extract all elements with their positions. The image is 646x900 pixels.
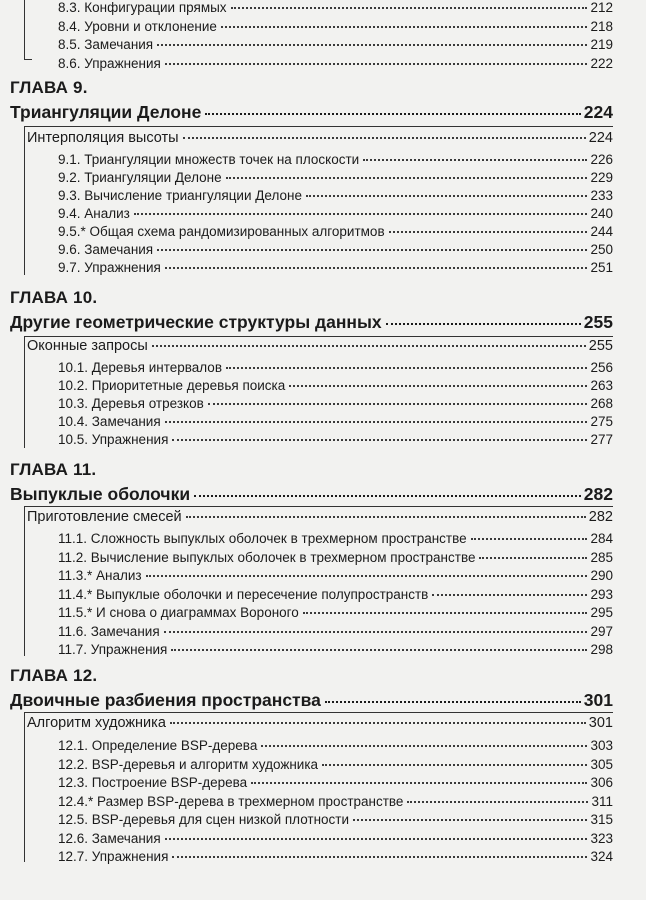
toc-entry-label: 9.7. Упражнения bbox=[58, 260, 161, 275]
chapter9-title-page: 224 bbox=[583, 102, 613, 122]
chapter10-intro-entry[interactable] bbox=[27, 337, 613, 356]
toc-entry-page: 244 bbox=[590, 224, 613, 239]
toc-entry-page: 290 bbox=[590, 568, 613, 583]
toc-entry-label: 11.3.* Анализ bbox=[58, 568, 142, 583]
leader-dots bbox=[165, 420, 588, 423]
toc-entry[interactable] bbox=[25, 205, 613, 223]
leader-dots bbox=[261, 744, 587, 747]
chapter12-title: Двоичные разбиения пространства bbox=[10, 690, 321, 710]
toc-entry[interactable] bbox=[25, 359, 613, 377]
leader-dots bbox=[306, 194, 587, 197]
leader-dots bbox=[157, 43, 587, 46]
leader-dots bbox=[479, 556, 587, 559]
toc-entry-page: 305 bbox=[590, 756, 613, 772]
toc-entry[interactable] bbox=[25, 36, 613, 54]
toc-entry-label: 8.5. Замечания bbox=[58, 37, 154, 52]
leader-dots bbox=[303, 611, 588, 614]
chapter12-title-page: 301 bbox=[583, 690, 613, 710]
toc-entry-page: 324 bbox=[590, 849, 613, 864]
chapter9-heading: ГЛАВА 9. bbox=[10, 78, 88, 97]
toc-entry-page: 293 bbox=[590, 586, 613, 602]
toc-entry-page: 218 bbox=[590, 18, 613, 34]
toc-entry[interactable] bbox=[25, 641, 613, 659]
toc-entry-label: 12.6. Замечания bbox=[58, 830, 161, 846]
toc-entry[interactable] bbox=[25, 756, 613, 774]
toc-entry-page: 222 bbox=[590, 55, 613, 71]
leader-dots bbox=[363, 158, 587, 161]
toc-entry[interactable] bbox=[25, 377, 613, 395]
toc-entry-label: 12.1. Определение BSP-дерева bbox=[58, 738, 258, 753]
chapter10-title: Другие геометрические структуры данных bbox=[10, 312, 382, 332]
leader-dots bbox=[231, 6, 588, 9]
toc-entry[interactable] bbox=[25, 549, 613, 567]
toc-entry-page: 297 bbox=[590, 623, 613, 639]
toc-entry-label: 11.4.* Выпуклые оболочки и пересечение полупространств bbox=[58, 586, 429, 602]
toc-entry-page: 233 bbox=[590, 188, 613, 203]
chapter12-intro-page: 301 bbox=[588, 715, 613, 731]
toc-entry-label: 12.3. Построение BSP-дерева bbox=[58, 775, 248, 790]
toc-entry-page: 268 bbox=[590, 396, 613, 411]
toc-entry-label: 10.3. Деревья отрезков bbox=[58, 396, 204, 411]
toc-entry-label: 11.7. Упражнения bbox=[58, 642, 168, 657]
toc-entry-label: 9.1. Триангуляции множеств точек на плоскости bbox=[58, 152, 360, 167]
chapter9-intro-label: Интерполяция высоты bbox=[27, 130, 179, 146]
leader-dots bbox=[171, 648, 587, 651]
toc-entry-label: 12.7. Упражнения bbox=[58, 849, 169, 864]
toc-entry[interactable] bbox=[25, 586, 613, 604]
toc-entry-label: 9.6. Замечания bbox=[58, 242, 154, 257]
leader-dots bbox=[353, 818, 587, 821]
toc-entry[interactable] bbox=[25, 830, 613, 848]
leader-dots bbox=[194, 494, 581, 497]
chapter11-heading: ГЛАВА 11. bbox=[10, 460, 97, 479]
leader-dots bbox=[389, 230, 588, 233]
toc-entry-label: 8.4. Уровни и отклонение bbox=[58, 18, 217, 34]
leader-dots bbox=[164, 630, 588, 633]
toc-entry[interactable] bbox=[25, 604, 613, 622]
toc-entry-page: 315 bbox=[590, 812, 613, 827]
chapter12-intro-label: Алгоритм художника bbox=[27, 715, 166, 731]
toc-entry-label: 10.2. Приоритетные деревья поиска bbox=[58, 378, 286, 393]
leader-dots bbox=[146, 574, 588, 577]
toc-entry-page: 295 bbox=[590, 605, 613, 620]
toc-entry-page: 226 bbox=[590, 152, 613, 167]
toc-entry-label: 8.3. Конфигурации прямых bbox=[58, 0, 227, 15]
chapter12-intro-entry[interactable] bbox=[27, 714, 613, 733]
chapter12-heading: ГЛАВА 12. bbox=[10, 666, 98, 685]
toc-entry-page: 263 bbox=[590, 378, 613, 393]
leader-dots bbox=[186, 515, 586, 518]
leader-dots bbox=[134, 212, 588, 215]
toc-entry[interactable] bbox=[25, 567, 613, 585]
chapter9-title-entry[interactable] bbox=[10, 100, 613, 124]
leader-dots bbox=[226, 176, 588, 179]
leader-dots bbox=[221, 25, 588, 28]
toc-entry-page: 285 bbox=[590, 549, 613, 565]
leader-dots bbox=[165, 837, 588, 840]
toc-entry-page: 323 bbox=[590, 830, 613, 846]
leader-dots bbox=[172, 855, 587, 858]
leader-dots bbox=[471, 537, 588, 540]
toc-entry-page: 275 bbox=[590, 414, 613, 429]
toc-entry-label: 11.5.* И снова о диаграммах Вороного bbox=[58, 605, 299, 620]
leader-dots bbox=[322, 763, 587, 766]
toc-entry-label: 11.6. Замечания bbox=[58, 623, 160, 639]
chapter9-rule bbox=[24, 126, 613, 127]
toc-entry-label: 9.5.* Общая схема рандомизированных алгоритмов bbox=[58, 224, 385, 239]
toc-entry-page: 229 bbox=[590, 170, 613, 185]
toc-entry-label: 12.5. BSP-деревья для сцен низкой плотности bbox=[58, 812, 350, 827]
toc-entry-page: 306 bbox=[590, 775, 613, 790]
chapter11-rule bbox=[24, 506, 613, 507]
leader-dots bbox=[170, 721, 586, 724]
toc-entry-label: 9.2. Триангуляции Делоне bbox=[58, 170, 222, 185]
toc-entry-label: 8.6. Упражнения bbox=[58, 55, 161, 71]
leader-dots bbox=[165, 62, 588, 65]
leader-dots bbox=[325, 700, 581, 703]
chapter10-heading: ГЛАВА 10. bbox=[10, 288, 98, 307]
leader-dots bbox=[289, 384, 587, 387]
toc-entry-label: 9.4. Анализ bbox=[58, 206, 130, 221]
toc-entry[interactable] bbox=[25, 169, 613, 187]
toc-entry-page: 240 bbox=[590, 206, 613, 221]
chapter11-intro-label: Приготовление смесей bbox=[27, 509, 182, 525]
toc-entry-page: 251 bbox=[590, 260, 613, 275]
chapter9-title: Триангуляции Делоне bbox=[10, 102, 202, 122]
toc-entry-page: 298 bbox=[590, 642, 613, 657]
toc-entry-label: 11.1. Сложность выпуклых оболочек в трехмерном пространстве bbox=[58, 531, 467, 546]
toc-entry-page: 256 bbox=[590, 360, 613, 375]
toc-entry[interactable] bbox=[25, 151, 613, 169]
chapter11-intro-page: 282 bbox=[588, 509, 613, 525]
leader-dots bbox=[432, 593, 587, 596]
toc-entry-label: 11.2. Вычисление выпуклых оболочек в трехмерном пространстве bbox=[58, 549, 476, 565]
toc-entry[interactable] bbox=[25, 241, 613, 259]
toc-entry-page: 284 bbox=[590, 531, 613, 546]
toc-entry-page: 250 bbox=[590, 242, 613, 257]
toc-entry-page: 219 bbox=[590, 37, 613, 52]
leader-dots bbox=[205, 112, 580, 115]
chapter11-title: Выпуклые оболочки bbox=[10, 484, 191, 504]
chapter9-intro-entry[interactable] bbox=[27, 129, 613, 148]
chapter12-rule bbox=[24, 712, 613, 713]
leader-dots bbox=[386, 322, 581, 325]
chapter10-title-entry[interactable] bbox=[10, 310, 613, 334]
leader-dots bbox=[157, 248, 587, 251]
toc-entry-label: 9.3. Вычисление триангуляции Делоне bbox=[58, 188, 302, 203]
toc-entry-page: 311 bbox=[591, 793, 613, 809]
toc-entry-label: 12.4.* Размер BSP-дерева в трехмерном пространстве bbox=[58, 793, 404, 809]
chapter10-title-page: 255 bbox=[583, 312, 613, 332]
toc-entry[interactable] bbox=[25, 431, 613, 449]
toc-entry[interactable] bbox=[25, 413, 613, 431]
toc-entry-label: 10.1. Деревья интервалов bbox=[58, 360, 222, 375]
leader-dots bbox=[407, 800, 588, 803]
toc-entry[interactable] bbox=[25, 793, 613, 811]
chapter11-title-page: 282 bbox=[583, 484, 613, 504]
toc-entry[interactable] bbox=[25, 774, 613, 792]
leader-dots bbox=[251, 781, 587, 784]
chapter9-intro-page: 224 bbox=[588, 130, 613, 146]
chapter10-intro-label: Оконные запросы bbox=[27, 338, 148, 354]
toc-entry-label: 10.5. Упражнения bbox=[58, 432, 169, 447]
toc-entry-label: 10.4. Замечания bbox=[58, 414, 161, 429]
toc-entry[interactable] bbox=[25, 259, 613, 277]
toc-entry[interactable] bbox=[25, 187, 613, 205]
toc-entry[interactable] bbox=[25, 18, 613, 36]
leader-dots bbox=[226, 366, 587, 369]
toc-entry-label: 12.2. BSP-деревья и алгоритм художника bbox=[58, 756, 319, 772]
toc-entry[interactable] bbox=[25, 623, 613, 641]
toc-entry[interactable] bbox=[25, 848, 613, 866]
toc-entry-page: 277 bbox=[590, 432, 613, 447]
leader-dots bbox=[183, 136, 586, 139]
toc-entry-page: 303 bbox=[590, 738, 613, 753]
toc-entry-page: 212 bbox=[590, 0, 613, 15]
chapter12-title-entry[interactable] bbox=[10, 688, 613, 712]
toc-entry[interactable] bbox=[25, 811, 613, 829]
toc-entry[interactable] bbox=[25, 395, 613, 413]
chapter11-intro-entry[interactable] bbox=[27, 508, 613, 527]
leader-dots bbox=[165, 266, 588, 269]
chapter10-intro-page: 255 bbox=[588, 338, 613, 354]
toc-entry[interactable] bbox=[25, 530, 613, 548]
toc-entry[interactable] bbox=[25, 737, 613, 755]
toc-entry[interactable] bbox=[25, 55, 613, 73]
toc-entry[interactable] bbox=[25, 223, 613, 241]
leader-dots bbox=[172, 438, 587, 441]
toc-entry[interactable] bbox=[25, 0, 613, 17]
leader-dots bbox=[152, 344, 586, 347]
leader-dots bbox=[208, 402, 588, 405]
chapter11-title-entry[interactable] bbox=[10, 482, 613, 506]
